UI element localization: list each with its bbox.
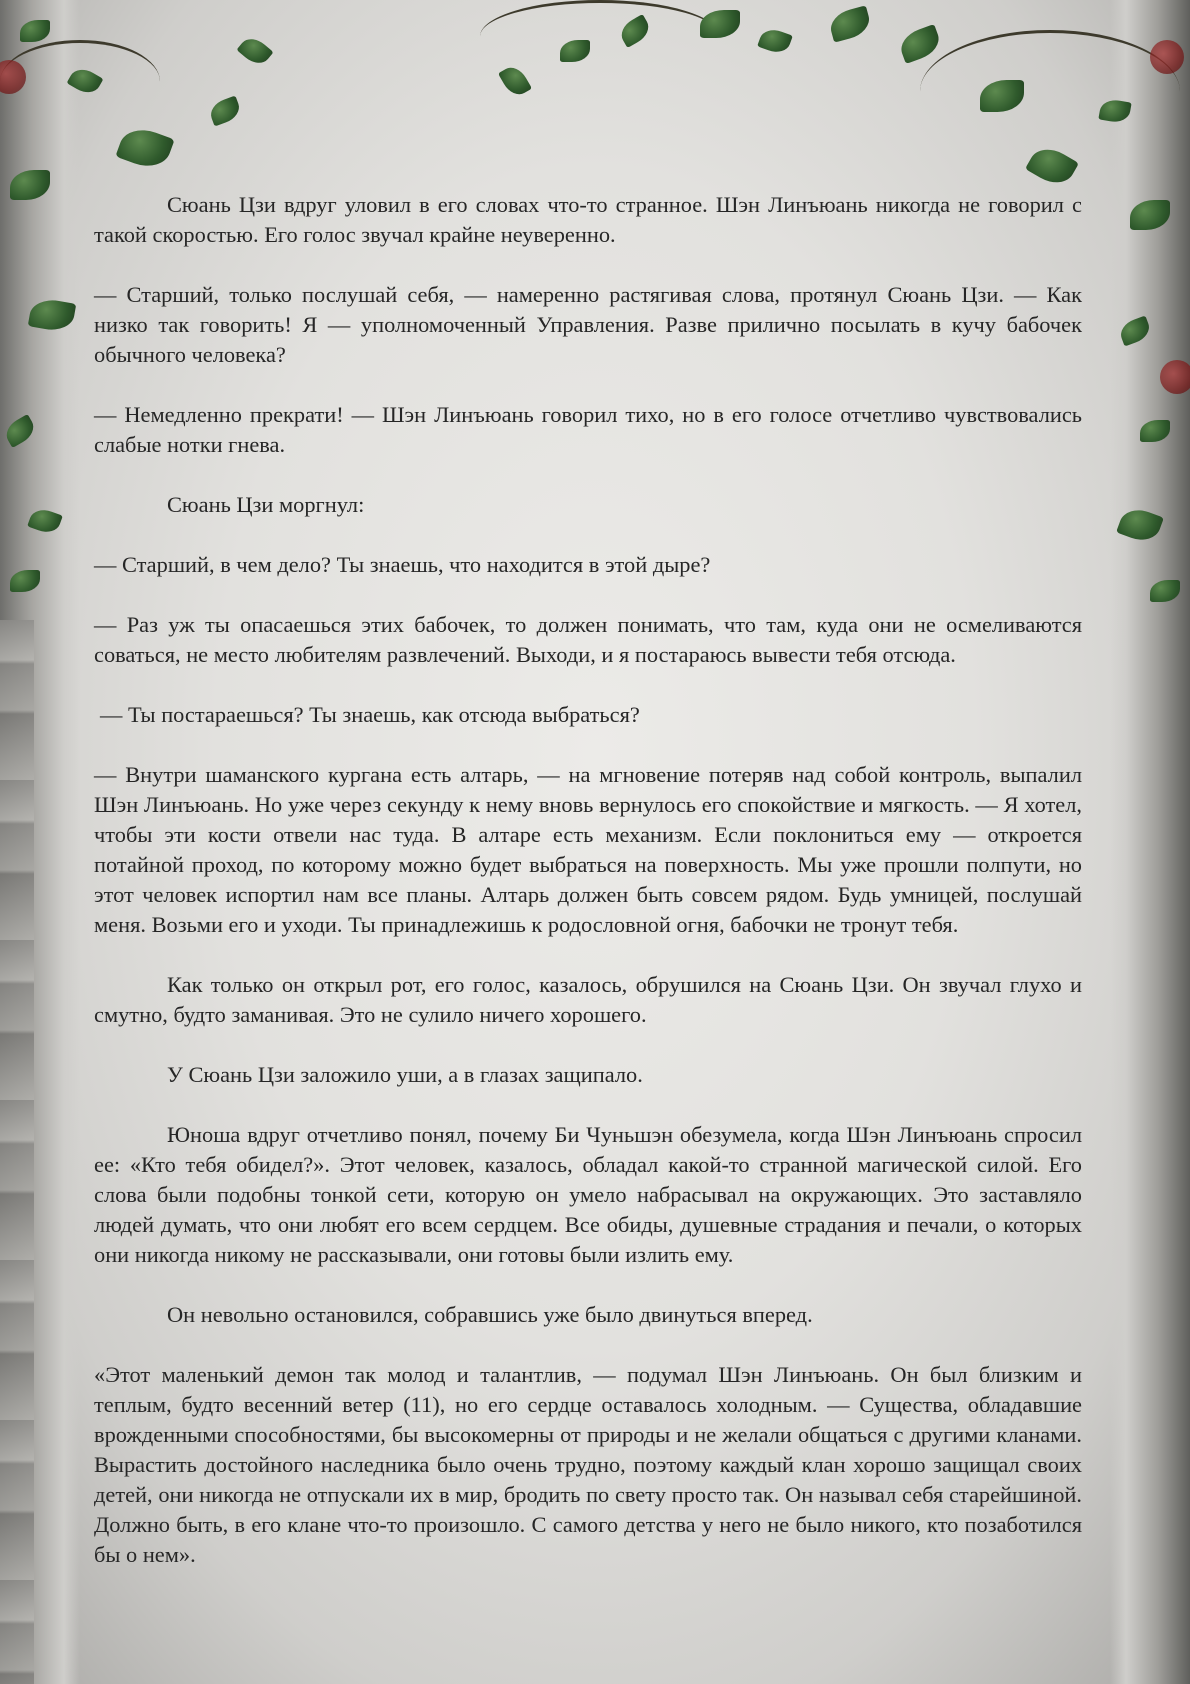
paragraph-9: Как только он открыл рот, его голос, казалось, обрушился на Сюань Цзи. Он звучал глухо и смутно, будто заманивая. Это не сулило ничего хорошего. [94, 972, 1082, 1027]
paragraph-7: — Ты постараешься? Ты знаешь, как отсюда выбраться? [100, 702, 640, 727]
right-stone-pillar [1110, 0, 1190, 1684]
paragraph-5: — Старший, в чем дело? Ты знаешь, что находится в этой дыре? [94, 552, 711, 577]
paragraph-13: «Этот маленький демон так молод и талантлив, — подумал Шэн Линъюань. Он был близким и теплым, будто весенний ветер (11), но его сердце оставалось холодным. — Существа, обладавшие врожденными способностями, бы высокомерны от природы и не желали общаться с другими кланами. Вырастить достойного наследника было очень трудно, поэтому каждый клан хорошо защищал своих детей, они никогда не отпускали их в мир, бродить по свету просто так. Он называл себя старейшиной. Должно быть, в его клане что-то произошло. С самого детства у него не было никого, кто позаботился бы о нем». [94, 1362, 1082, 1567]
paragraph-4: Сюань Цзи моргнул: [167, 492, 365, 517]
paragraph-8: — Внутри шаманского кургана есть алтарь, — на мгновение потеряв над собой контроль, выпалил Шэн Линъюань. Но уже через секунду к нему вновь вернулось его спокойствие и мягкость. — Я хотел, чтобы эти кости отвели нас туда. В алтаре есть механизм. Если поклониться ему — откроется потайной проход, по которому можно будет выбраться на поверхность. Мы уже прошли полпути, но этот человек испортил нам все планы. Алтарь должен быть совсем рядом. Будь умницей, послушай меня. Возьми его и уходи. Ты принадлежишь к родословной огня, бабочки не тронут тебя. [94, 762, 1082, 937]
paragraph-10: У Сюань Цзи заложило уши, а в глазах защипало. [167, 1062, 643, 1087]
story-text [94, 190, 1082, 1600]
paragraph-1: Сюань Цзи вдруг уловил в его словах что-то странное. Шэн Линъюань никогда не говорил с такой скоростью. Его голос звучал крайне неуверенно. [94, 192, 1082, 247]
paragraph-6: — Раз уж ты опасаешься этих бабочек, то должен понимать, что там, куда они не осмеливаются соваться, не место любителям развлечений. Выходи, и я постараюсь вывести тебя отсюда. [94, 612, 1082, 667]
paragraph-12: Он невольно остановился, собравшись уже было двинуться вперед. [167, 1302, 813, 1327]
stone-wall-decoration [0, 620, 34, 1684]
paragraph-3: — Немедленно прекрати! — Шэн Линъюань говорил тихо, но в его голосе отчетливо чувствовались слабые нотки гнева. [94, 402, 1082, 457]
paragraph-2: — Старший, только послушай себя, — намеренно растягивая слова, протянул Сюань Цзи. — Как низко так говорить! Я — уполномоченный Управления. Разве прилично посылать в кучу бабочек обычного человека? [94, 282, 1082, 367]
paragraph-11: Юноша вдруг отчетливо понял, почему Би Чуньшэн обезумела, когда Шэн Линъюань спросил ее: «Кто тебя обидел?». Этот человек, казалось, обладал какой-то странной магической силой. Его слова были подобны тонкой сети, которую он умело набрасывал на окружающих. Это заставляло людей думать, что они любят его всем сердцем. Все обиды, душевные страдания и печали, о которых они никогда никому не рассказывали, они готовы были излить ему. [94, 1122, 1082, 1267]
